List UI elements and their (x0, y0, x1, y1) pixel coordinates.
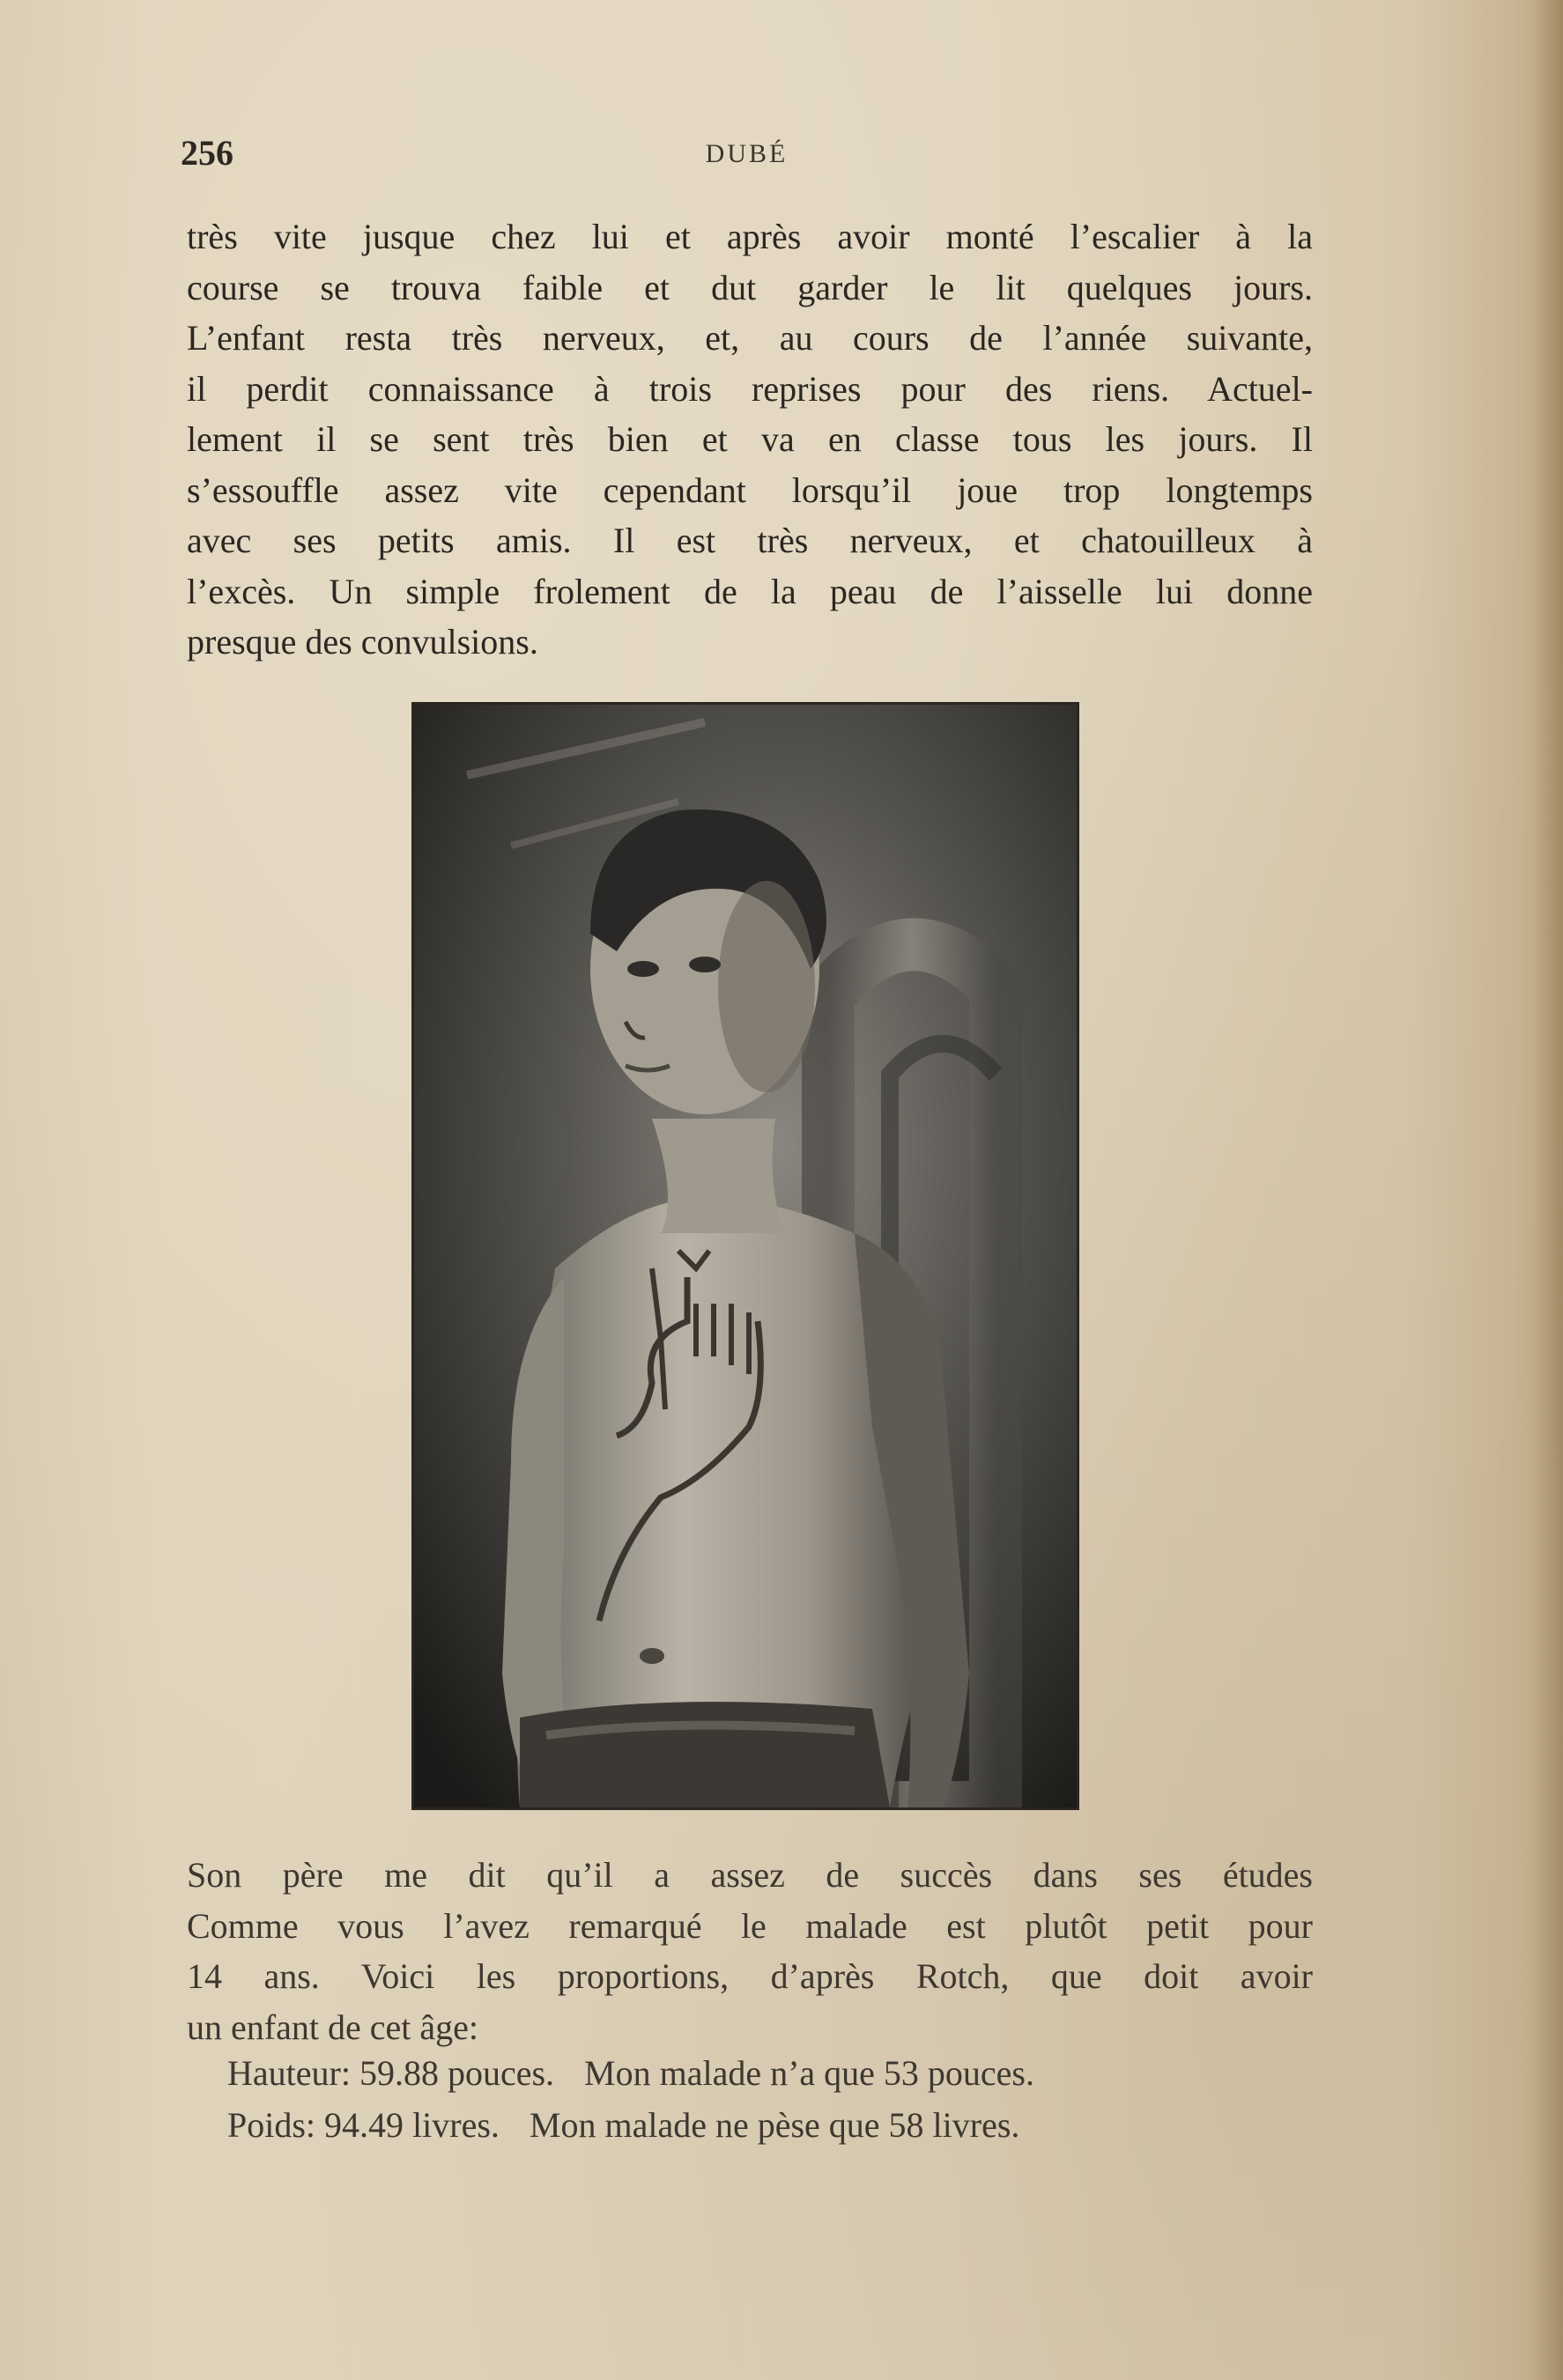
paragraph-1 (187, 211, 1313, 668)
page-number: 256 (181, 133, 233, 173)
paragraph-line: très vite jusque chez lui et après avoir monté l’escalier à la (187, 217, 1313, 256)
paragraph-line: un enfant de cet âge: (187, 2007, 478, 2047)
height-patient: Mon malade n’a que 53 pouces. (584, 2053, 1034, 2093)
photograph-figure (411, 702, 1079, 1810)
paragraph-line: lement il se sent très bien et va en classe tous les jours. Il (187, 419, 1313, 459)
paragraph-line: l’excès. Un simple frolement de la peau de l’aisselle lui donne (187, 571, 1313, 611)
page-edge-shadow (1533, 0, 1563, 2380)
paragraph-2 (187, 1850, 1313, 2052)
photograph-boy-torso-icon (414, 705, 1077, 1807)
paragraph-line: L’enfant resta très nerveux, et, au cours de l’année suivante, (187, 318, 1313, 358)
paragraph-line: course se trouva faible et dut garder le lit quelques jours. (187, 267, 1313, 307)
weight-measurement (227, 2104, 1019, 2146)
weight-standard: Poids: 94.49 livres. (227, 2105, 500, 2145)
paragraph-line: Comme vous l’avez remarqué le malade est plutôt petit pour (187, 1905, 1313, 1946)
paragraph-line: il perdit connaissance à trois reprises pour des riens. Actuel- (187, 368, 1313, 409)
paragraph-line: presque des convulsions. (187, 622, 538, 662)
page-header (181, 132, 1313, 185)
weight-patient: Mon malade ne pèse que 58 livres. (529, 2105, 1020, 2145)
paragraph-line: s’essouffle assez vite cependant lorsqu’il joue trop longtemps (187, 469, 1313, 510)
height-standard: Hauteur: 59.88 pouces. (227, 2053, 555, 2093)
height-measurement (227, 2052, 1034, 2094)
paragraph-line: 14 ans. Voici les proportions, d’après Rotch, que doit avoir (187, 1956, 1313, 1996)
paragraph-line: Son père me dit qu’il a assez de succès dans ses études (187, 1855, 1313, 1895)
paragraph-line: avec ses petits amis. Il est très nerveux, et chatouilleux à (187, 521, 1313, 560)
running-head: DUBÉ (705, 139, 789, 168)
